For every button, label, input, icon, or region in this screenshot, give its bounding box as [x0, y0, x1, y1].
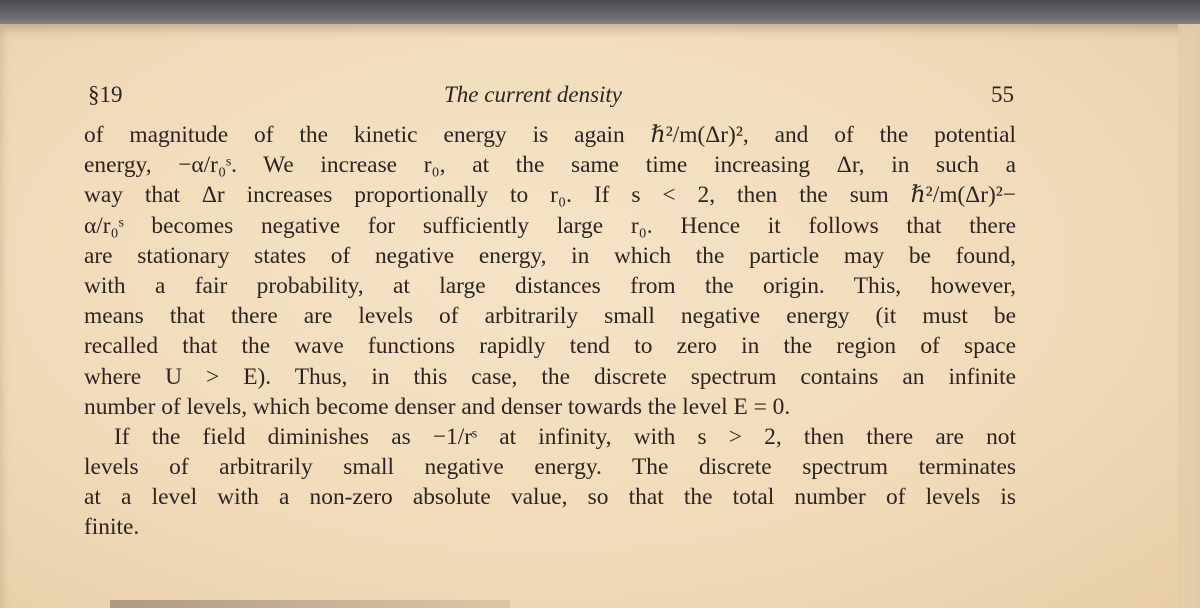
running-head	[84, 80, 1016, 120]
text-line: energy, −α/r₀ˢ. We increase r₀, at the same time increasing Δr, in such a	[84, 152, 1016, 179]
text-line: of magnitude of the kinetic energy is again ℏ²/m(Δr)², and of the potential	[84, 122, 1016, 148]
page-number: 55	[991, 82, 1014, 107]
text-line: are stationary states of negative energy, in which the particle may be found,	[84, 242, 1016, 269]
page-content	[84, 80, 1016, 543]
text-line: α/r₀ˢ becomes negative for sufficiently large r₀. Hence it follows that there	[84, 212, 1016, 239]
text-line: way that Δr increases proportionally to r₀. If s < 2, then the sum ℏ²/m(Δr)²−	[84, 182, 1016, 209]
paragraph-1	[84, 120, 1016, 422]
text-line: number of levels, which become denser and denser towards the level E = 0.	[84, 393, 791, 420]
text-line: at a level with a non-zero absolute value, so that the total number of levels is	[84, 484, 1016, 511]
text-line: means that there are levels of arbitrarily small negative energy (it must be	[84, 303, 1016, 330]
text-line: If the field diminishes as −1/rˢ at infinity, with s > 2, then there are not	[114, 423, 1016, 450]
next-line-fragment	[110, 600, 510, 608]
text-line: recalled that the wave functions rapidly tend to zero in the region of space	[84, 333, 1016, 360]
text-line: where U > E). Thus, in this case, the discrete spectrum contains an infinite	[84, 363, 1016, 390]
text-line: finite.	[84, 514, 140, 541]
text-line: levels of arbitrarily small negative energy. The discrete spectrum terminates	[84, 454, 1016, 481]
text-line: with a fair probability, at large distances from the origin. This, however,	[84, 272, 1016, 299]
running-head-title: The current density	[444, 82, 623, 107]
paragraph-2	[84, 422, 1016, 543]
page-edge-stack	[1178, 24, 1200, 608]
section-number: §19	[88, 82, 123, 107]
body-text	[84, 120, 1016, 543]
